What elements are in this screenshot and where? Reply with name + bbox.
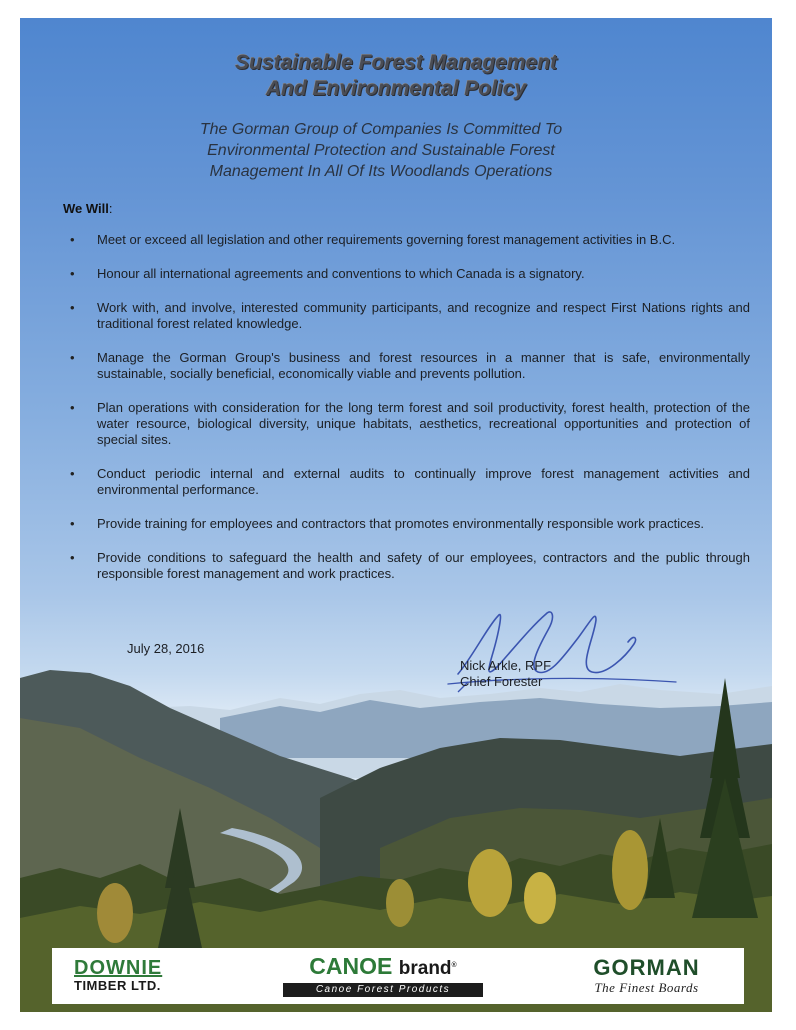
list-item: • Plan operations with consideration for the long term forest and soil productivity, forest health, protection of the water resource, biological diversity, unique habitats, aesthetics, recreational opportunities and protection of special sites. — [70, 400, 750, 448]
canoe-brand-logo — [283, 954, 483, 997]
commitment-statement — [20, 119, 742, 182]
page-title — [20, 50, 772, 102]
downie-logo-subname: TIMBER LTD. — [74, 978, 161, 993]
company-logos-bar — [52, 948, 744, 1004]
commitments-list — [70, 232, 750, 582]
policy-poster — [20, 18, 772, 1012]
list-item: • Provide conditions to safeguard the health and safety of our employees, contractors and the public through responsible forest management and work practices. — [70, 550, 750, 582]
canoe-logo-word2: brand — [398, 958, 452, 979]
policy-date: July 28, 2016 — [127, 641, 205, 656]
canoe-logo-reg: ® — [451, 962, 457, 969]
list-item: • Work with, and involve, interested community participants, and recognize and respect First Nations rights and traditional forest related knowledge. — [70, 300, 750, 332]
list-item: • Manage the Gorman Group's business and forest resources in a manner that is safe, environmentally sustainable, socially beneficial, economically viable and prevents pollution. — [70, 350, 750, 382]
we-will-text: We Will — [63, 201, 109, 216]
signatory-block — [460, 658, 551, 690]
canoe-logo-tagline: Canoe Forest Products — [283, 983, 483, 997]
signatory-name: Nick Arkle, RPF — [460, 658, 552, 673]
canoe-logo-wordmark — [283, 954, 483, 981]
we-will-colon: : — [108, 201, 113, 216]
subtitle-line-1: The Gorman Group of Companies Is Committed To — [199, 121, 563, 138]
we-will-label — [63, 201, 113, 216]
list-item: • Conduct periodic internal and external audits to continually improve forest management activities and environmental performance. — [70, 466, 750, 498]
list-item: • Meet or exceed all legislation and other requirements governing forest management activities in B.C. — [70, 232, 750, 248]
list-item: • Honour all international agreements and conventions to which Canada is a signatory. — [70, 266, 750, 282]
gorman-logo — [564, 956, 729, 996]
signatory-role: Chief Forester — [460, 674, 543, 689]
downie-timber-logo — [74, 958, 162, 994]
subtitle-line-3: Management In All Of Its Woodlands Operations — [209, 163, 553, 180]
title-line-2: And Environmental Policy — [265, 77, 527, 100]
gorman-logo-tagline: The Finest Boards — [594, 980, 699, 995]
subtitle-line-2: Environmental Protection and Sustainable Forest — [207, 142, 555, 159]
gorman-logo-name: GORMAN — [593, 955, 700, 980]
list-item: • Provide training for employees and contractors that promotes environmentally responsible work practices. — [70, 516, 750, 532]
canoe-logo-word1: CANOE — [309, 953, 393, 979]
downie-logo-name: DOWNIE — [74, 957, 163, 979]
title-line-1: Sustainable Forest Management — [234, 51, 558, 74]
